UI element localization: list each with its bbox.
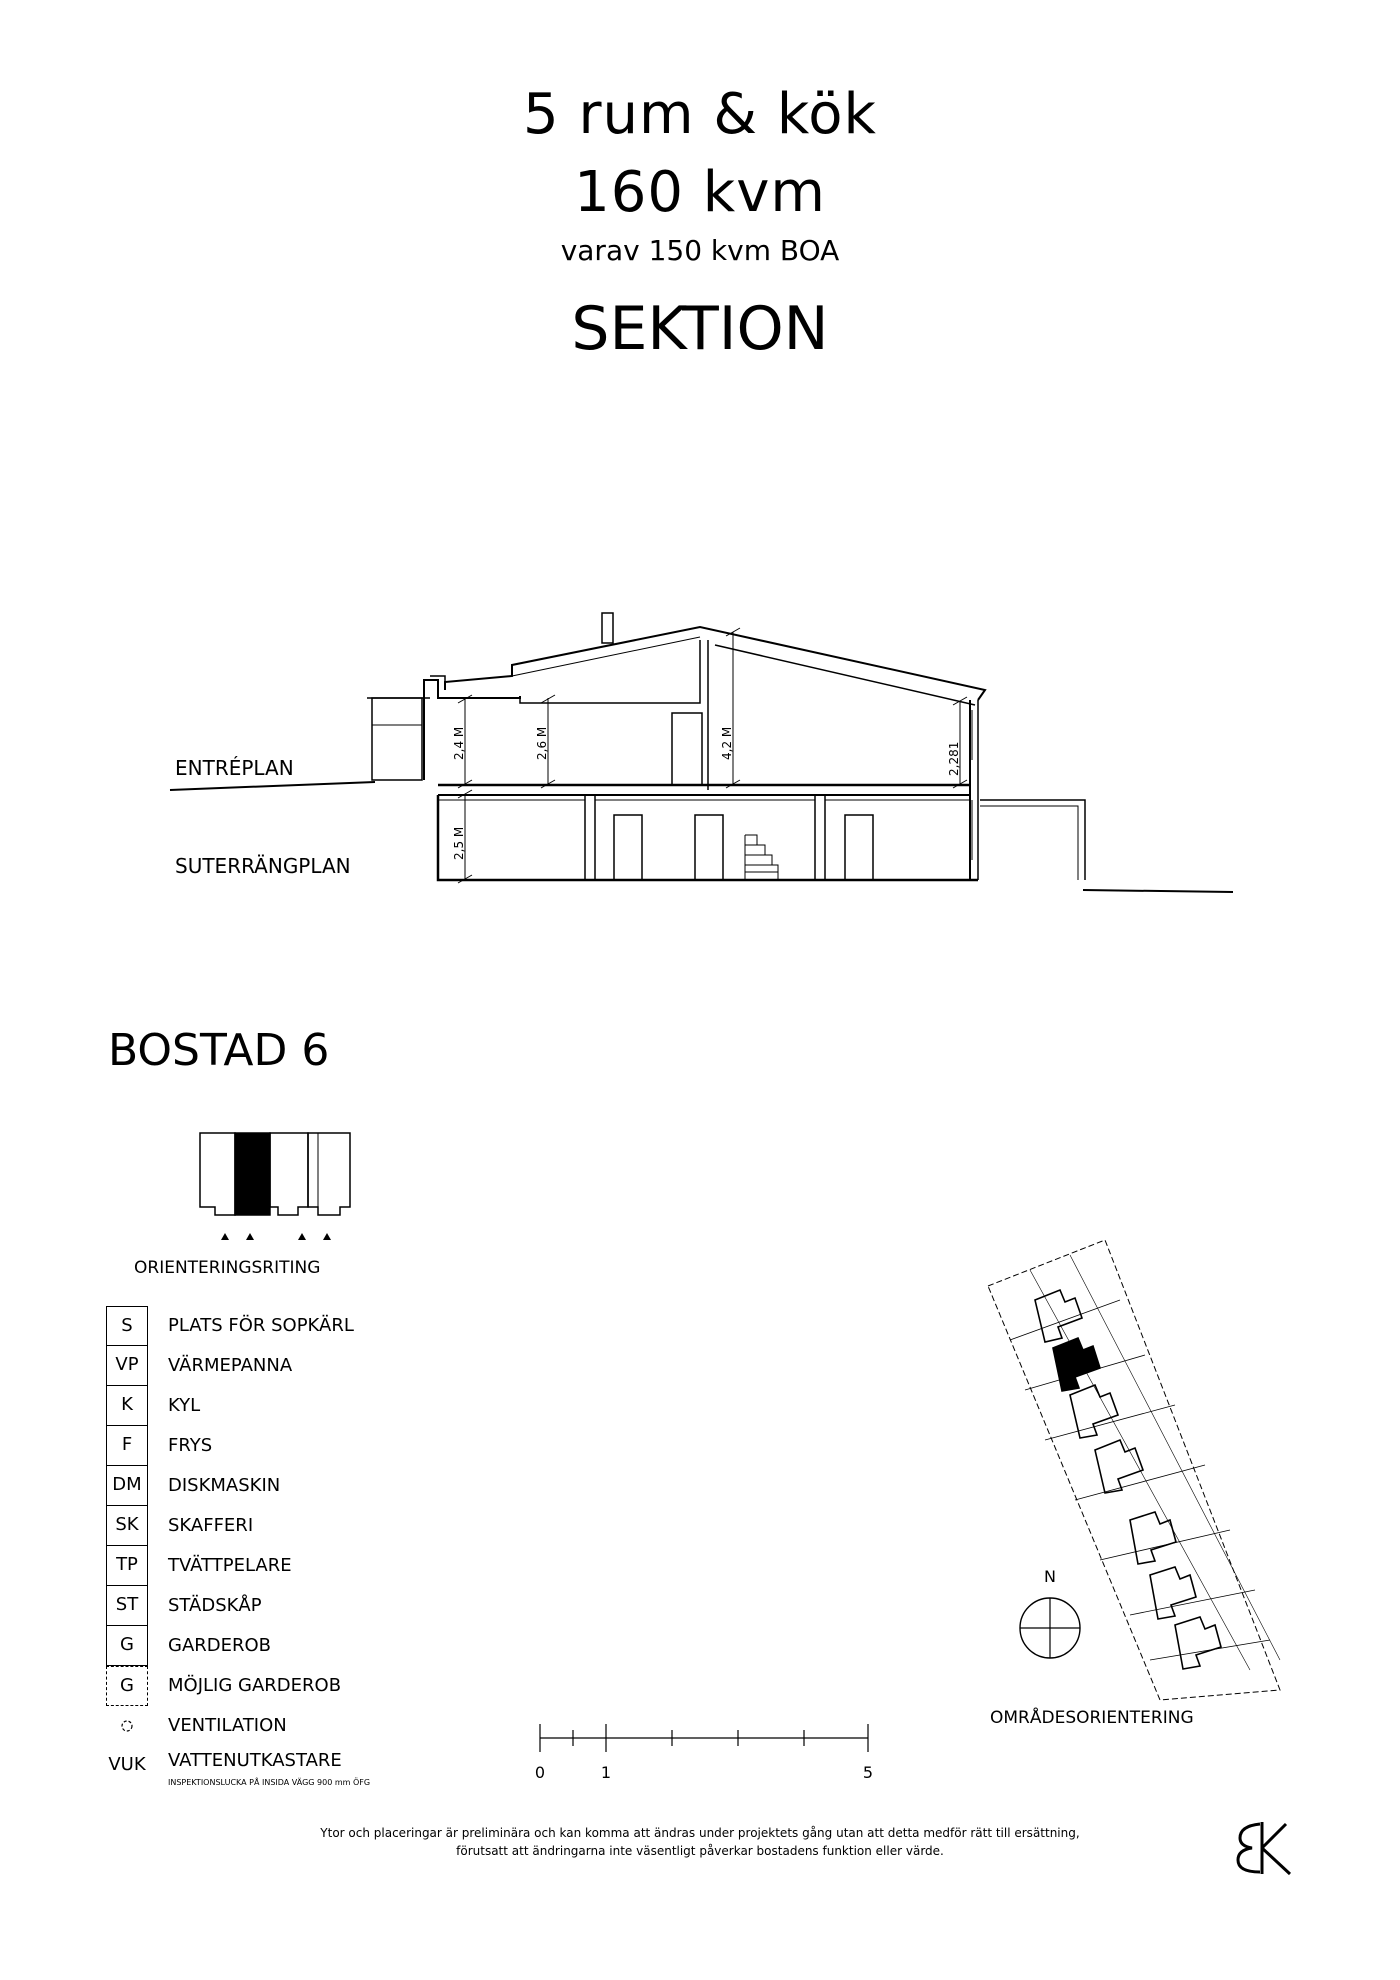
apartment-rooms: 5 rum & kök (523, 82, 877, 147)
legend-text: TVÄTTPELARE (168, 1555, 292, 1576)
disclaimer-line-1: Ytor och placeringar är preliminära och kan komma att ändras under projektets gång utan att detta medför rätt till ersättning, (320, 1826, 1080, 1840)
legend-text: VENTILATION (168, 1715, 287, 1736)
ek-logo (1230, 1818, 1300, 1878)
disclaimer-line-2: förutsatt att ändringarna inte väsentligt påverkar bostadens funktion eller värde. (456, 1844, 944, 1858)
legend-text: SKAFFERI (168, 1515, 254, 1536)
dim-lower: 2,5 M (452, 826, 466, 860)
section-title: SEKTION (571, 294, 829, 364)
legend (106, 1306, 506, 1786)
house-3 (1070, 1385, 1118, 1438)
right-pergola (980, 800, 1085, 880)
legend-row (106, 1586, 506, 1626)
house-6 (1150, 1567, 1196, 1619)
left-balcony (372, 698, 422, 780)
legend-code: K (106, 1386, 148, 1426)
legend-code: S (106, 1306, 148, 1346)
legend-row (106, 1626, 506, 1666)
legend-code: VP (106, 1346, 148, 1386)
chimney (602, 613, 613, 643)
north-arrow-icon (1015, 1560, 1095, 1660)
legend-text: GARDEROB (168, 1635, 272, 1656)
lower-door-2 (695, 815, 723, 880)
legend-text: VATTENUTKASTARE (168, 1750, 342, 1771)
legend-text: STÄDSKÅP (168, 1595, 262, 1616)
lower-floor-outline (438, 795, 978, 880)
legend-row (106, 1746, 506, 1786)
legend-text: VÄRMEPANNA (168, 1355, 293, 1376)
scale-label-1: 1 (600, 1763, 612, 1782)
level-label-entreplan: ENTRÉPLAN (175, 756, 294, 780)
legend-code: DM (106, 1466, 148, 1506)
lower-door-1 (614, 815, 642, 880)
house-5 (1130, 1512, 1176, 1564)
legend-code: VUK (108, 1754, 146, 1775)
house-6-highlight (1053, 1338, 1100, 1391)
legend-text: KYL (168, 1395, 201, 1416)
legend-text: MÖJLIG GARDEROB (168, 1675, 342, 1696)
ventilation-icon (106, 1706, 148, 1746)
dim-upper-right: 2,281 (947, 741, 961, 776)
legend-row (106, 1546, 506, 1586)
north-label: N (1044, 1567, 1056, 1586)
house-4 (1095, 1440, 1143, 1493)
disclaimer (0, 1824, 1400, 1860)
upper-door (672, 713, 702, 785)
legend-code: F (106, 1426, 148, 1466)
orientation-drawing (190, 1125, 370, 1245)
ground-line-left (170, 782, 375, 790)
level-label-suterrangplan: SUTERRÄNGPLAN (175, 854, 351, 878)
legend-code: G (106, 1666, 148, 1706)
legend-code: G (106, 1626, 148, 1666)
legend-row (106, 1506, 506, 1546)
scale-bar (520, 1710, 880, 1790)
legend-row (106, 1706, 506, 1746)
legend-row (106, 1346, 506, 1386)
legend-text: FRYS (168, 1435, 213, 1456)
orientation-label: ORIENTERINGSRITING (134, 1258, 321, 1278)
apartment-area-boa: varav 150 kvm BOA (560, 234, 840, 267)
dim-upper-high: 4,2 M (720, 726, 734, 760)
area-orientation-label: OMRÅDESORIENTERING (990, 1708, 1194, 1728)
apartment-area: 160 kvm (574, 160, 826, 225)
ground-line-right (1083, 890, 1233, 892)
legend-subtext: INSPEKTIONSLUCKA PÅ INSIDA VÄGG 900 mm ÖFG (168, 1778, 371, 1787)
legend-code: ST (106, 1586, 148, 1626)
legend-row (106, 1306, 506, 1346)
house-7 (1175, 1617, 1221, 1669)
legend-text: DISKMASKIN (168, 1475, 281, 1496)
legend-row (106, 1386, 506, 1426)
legend-row (106, 1466, 506, 1506)
dim-upper-mid: 2,6 M (535, 726, 549, 760)
legend-text: PLATS FÖR SOPKÄRL (168, 1315, 354, 1336)
stairs (745, 835, 778, 880)
legend-row (106, 1426, 506, 1466)
lower-door-3 (845, 815, 873, 880)
scale-label-5: 5 (862, 1763, 874, 1782)
legend-code: TP (106, 1546, 148, 1586)
scale-label-0: 0 (534, 1763, 546, 1782)
dim-upper-left: 2,4 M (452, 726, 466, 760)
legend-row (106, 1666, 506, 1706)
bostad-title: BOSTAD 6 (108, 1025, 330, 1076)
legend-code: SK (106, 1506, 148, 1546)
